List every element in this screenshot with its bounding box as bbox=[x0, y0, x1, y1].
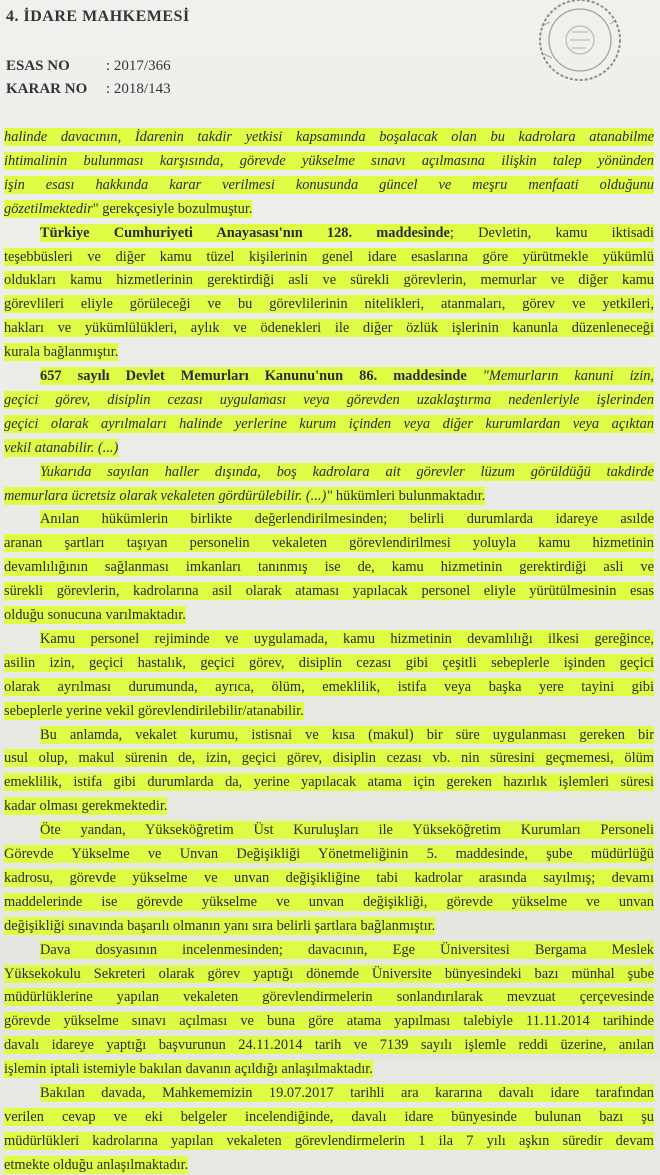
highlighted-text: Yukarıda sayılan haller dışında, boş kadrolara ait görevler lüzum görüldüğü takdirde bbox=[40, 463, 654, 480]
highlighted-text: geçici görev, disiplin cezası uygulaması veya görevden uzaklaştırma nedenleriyle işlerinden bbox=[4, 391, 654, 408]
highlighted-text: Görevde Yükselme ve Unvan Değişikliği Yönetmeliğinin 5. maddesinde, şube müdürlüğü bbox=[4, 846, 654, 862]
text-line bbox=[40, 725, 654, 745]
highlighted-text: Anılan hükümlerin birlikte değerlendirilmesinden; belirli durumlarda idareye asılde bbox=[40, 511, 654, 528]
highlighted-text: teşebbüsleri ve diğer kamu tüzel kişilerinin genel idare esaslarına göre yürütmekle yükümlü bbox=[4, 248, 654, 265]
text-line bbox=[4, 605, 186, 625]
highlighted-text: değişikliği sınavında başarılı olmanın yanı sıra belirli şartlara bağlanmıştır. bbox=[4, 917, 436, 934]
text-line bbox=[40, 820, 654, 840]
highlighted-text: hükümleri bulunmaktadır. bbox=[332, 487, 486, 504]
highlighted-text: maddelerinde ise görevde yükselme ve unvan değişikliği, görevde yükselme ve unvan bbox=[4, 893, 654, 910]
highlighted-text: gözetilmektedir bbox=[4, 200, 93, 217]
court-seal-stamp bbox=[520, 0, 624, 92]
bold-reference-text: Türkiye Cumhuriyeti Anayasası'nın 128. maddesinde bbox=[40, 224, 450, 241]
text-line bbox=[4, 868, 654, 888]
highlighted-text: olduğu sonucuna varılmaktadır. bbox=[4, 607, 186, 623]
highlighted-text: Bakılan davada, Mahkememizin 19.07.2017 tarihli ara kararına davalı idare tarafından bbox=[40, 1085, 654, 1101]
text-line bbox=[4, 581, 654, 601]
highlighted-text: olarak ayrılması durumunda, ayrıca, ölüm, emeklilik, istifa veya başka yere tayini gibi bbox=[4, 678, 654, 695]
highlighted-text: memurlara ücretsiz olarak vekaleten gördürülebilir. (...)" bbox=[4, 487, 333, 504]
text-line bbox=[40, 509, 654, 529]
highlighted-text: verilen cevap ve eki belgeler incelendiğinde, davalı idare bünyesinde bulunan bazı şu bbox=[4, 1108, 654, 1125]
text-line bbox=[40, 940, 654, 960]
text-line bbox=[4, 175, 654, 195]
highlighted-text: sürekli görevlerin, kadrolarına asil olarak ataması yapılacak personel eliyle yürütülmesinin esas bbox=[4, 583, 654, 600]
highlighted-text: ; Devletin, kamu iktisadi bbox=[449, 224, 654, 241]
text-line bbox=[40, 462, 654, 482]
highlighted-text: işlemin iptali istemiyle bakılan davanın açıldığı anlaşılmaktadır. bbox=[4, 1061, 373, 1078]
text-line bbox=[4, 653, 654, 673]
text-line bbox=[4, 677, 654, 697]
text-line bbox=[4, 199, 252, 219]
case-number-label: ESAS NO bbox=[6, 58, 70, 74]
highlighted-text: etmekte olduğu anlaşılmaktadır. bbox=[4, 1156, 189, 1173]
text-line bbox=[4, 151, 654, 171]
text-line bbox=[4, 533, 654, 553]
case-number-row bbox=[6, 58, 171, 75]
text-line bbox=[4, 1107, 654, 1127]
decision-number-value: : 2018/143 bbox=[106, 81, 171, 97]
text-line bbox=[4, 1011, 654, 1031]
highlighted-text: görevlileri eliyle görüleceği ve bu görevlilerinin nitelikleri, atanmaları, görev ve yetkileri, bbox=[4, 296, 654, 313]
text-line bbox=[40, 223, 654, 243]
highlighted-text: geçici olarak ayrılmaları halinde yerlerine kurum içinden veya diğer kurumlardan veya açıktan bbox=[4, 415, 654, 432]
text-line bbox=[4, 892, 654, 912]
highlighted-text: Kamu personel rejiminde ve uygulamada, kamu hizmetinin devamlılığı ilkesi gereğince, bbox=[40, 630, 654, 647]
highlighted-text: Yüksekokulu Sekreteri olarak görev yaptığı dönemde Üniversite bünyesindeki bazı münhal şube bbox=[4, 965, 654, 982]
highlighted-text: emeklilik, istifa gibi durumlarda da, yerine yapılacak atama için gereken hazırlık işlemleri süresi bbox=[4, 774, 654, 791]
text-line bbox=[4, 247, 654, 267]
highlighted-text: müdürlüklerine yapılan vekaleten görevlendirmelerin sonlandırılarak mevzuat çerçevesinde bbox=[4, 989, 654, 1006]
highlighted-text: Öte yandan, Yükseköğretim Üst Kuruluşları ile Yükseköğretim Kurumları Personeli bbox=[40, 822, 654, 839]
court-name: 4. İDARE MAHKEMESİ bbox=[6, 8, 190, 25]
highlighted-text: kurala bağlanmıştır. bbox=[4, 344, 119, 361]
text-line bbox=[4, 127, 654, 147]
highlighted-text: görevde yükselme sınavı açılması ve buna göre atama yapılması talebiyle 11.11.2014 tarihinde bbox=[4, 1013, 654, 1030]
highlighted-text: devamlılığının sağlanması imkanları tanınmış ise de, kamu hizmetinin gerektirdiği asli ve bbox=[4, 559, 654, 576]
highlighted-text: halinde davacının, İdarenin takdir yetkisi kapsamında boşalacak olan bu kadrolara atanabilme bbox=[4, 129, 654, 145]
decision-number-row bbox=[6, 81, 171, 98]
text-line bbox=[4, 987, 654, 1007]
text-line bbox=[40, 629, 654, 649]
highlighted-text: "Memurların kanuni izin, bbox=[466, 368, 654, 384]
text-line bbox=[4, 438, 118, 458]
text-line bbox=[4, 701, 304, 721]
highlighted-text: kadrosu, görevde yükselme ve unvan değişikliğine tabi kadrolar arasında sayılmış; devamı bbox=[4, 869, 654, 886]
highlighted-text: işin esası hakkında karar verilmesi konusunda güncel ve meşru menfaati olduğunu bbox=[4, 176, 654, 193]
text-line bbox=[4, 486, 485, 506]
highlighted-text: aranan şartları taşıyan personelin vekaleten görevlendirilmesi yoluyla kamu hizmetinin bbox=[4, 535, 654, 552]
highlighted-text: davalı idareye yaptığı başvurunun 24.11.2014 tarih ve 7139 sayılı işlemle reddi üzerine, anılan bbox=[4, 1037, 654, 1054]
text-line bbox=[4, 1059, 373, 1079]
highlighted-text: " gerekçesiyle bozulmuştur. bbox=[92, 200, 253, 217]
highlighted-text: Bu anlamda, vekalet kurumu, istisnai ve kısa (makul) bir süre uygulanması gereken bir bbox=[40, 726, 654, 743]
text-line bbox=[4, 342, 118, 362]
text-line bbox=[4, 414, 654, 434]
text-line bbox=[4, 1131, 654, 1151]
text-line bbox=[40, 1083, 654, 1103]
bold-reference-text: 657 sayılı Devlet Memurları Kanunu'nun 86. maddesinde bbox=[40, 368, 467, 384]
highlighted-text: Dava dosyasının incelenmesinden; davacının, Ege Üniversitesi Bergama Meslek bbox=[40, 941, 654, 958]
highlighted-text: müdürlükleri kadrolarına yapılan vekaleten görevlendirmelerin 1 ila 7 yılı aşkın süredir devam bbox=[4, 1132, 654, 1149]
highlighted-text: sebeplerle yerine vekil görevlendirilebilir/atanabilir. bbox=[4, 702, 304, 719]
text-line bbox=[4, 772, 654, 792]
text-line bbox=[4, 748, 654, 768]
text-line bbox=[4, 844, 654, 864]
text-line bbox=[4, 390, 654, 410]
text-line bbox=[4, 1035, 654, 1055]
highlighted-text: ihtimalinin bulunması karşısında, görevde yükselme sınavı açılmasına ilişkin talep yönünden bbox=[4, 152, 654, 169]
text-line bbox=[4, 270, 654, 290]
highlighted-text: oldukları kamu hizmetlerinin gerektirdiği asli ve sürekli görevlerin, memurlar ve diğer kamu bbox=[4, 272, 654, 289]
text-line bbox=[4, 1155, 188, 1175]
highlighted-text: hakları ve yükümlülükleri, aylık ve ödenekleri ile diğer özlük işlerinin kanunla düzenleneceği bbox=[4, 320, 654, 337]
text-line bbox=[4, 557, 654, 577]
text-line bbox=[4, 964, 654, 984]
case-number-value: : 2017/366 bbox=[106, 58, 171, 74]
highlighted-text: kadar olması gerekmektedir. bbox=[4, 798, 168, 815]
highlighted-text: vekil atanabilir. (...) bbox=[4, 439, 119, 456]
text-line bbox=[4, 294, 654, 314]
highlighted-text: asilin izin, geçici hastalık, geçici görev, disiplin cezası gibi çeşitli sebeplerle işinden geçici bbox=[4, 654, 654, 671]
text-line bbox=[4, 916, 435, 936]
text-line bbox=[4, 796, 167, 816]
text-line bbox=[4, 318, 654, 338]
text-line bbox=[40, 366, 654, 386]
decision-number-label: KARAR NO bbox=[6, 81, 88, 97]
highlighted-text: usul olup, makul sürenin de, izin, geçici görev, disiplin cezası vb. nin süresini geçmemesi, ölüm bbox=[4, 750, 654, 767]
